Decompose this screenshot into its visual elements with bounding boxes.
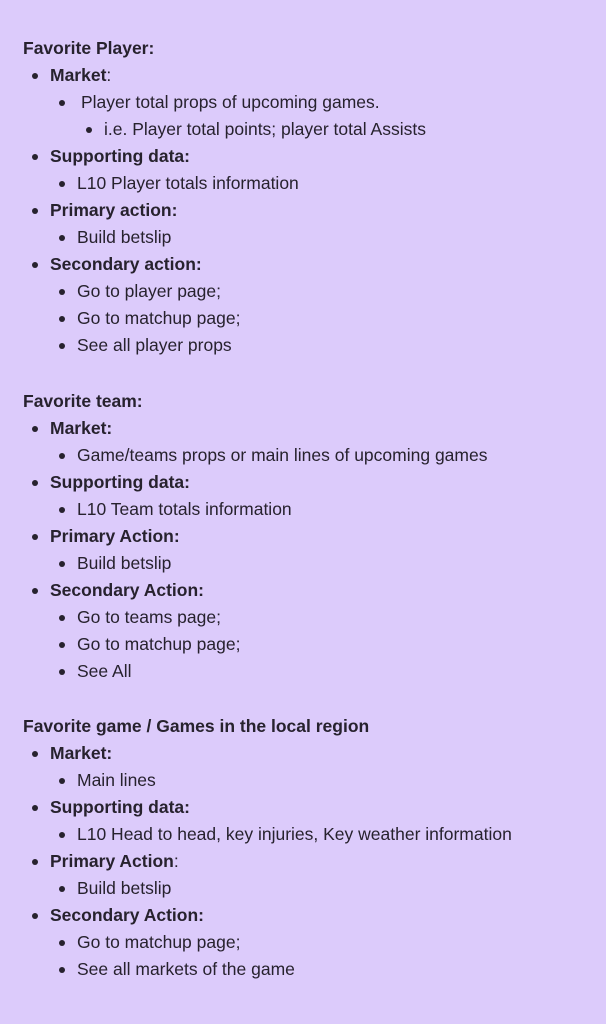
section-favorite-player (23, 35, 593, 359)
item-label: Supporting data: (50, 146, 190, 166)
item-label: Secondary Action: (50, 580, 204, 600)
list-item: Go to player page; (23, 278, 593, 305)
list-item: Main lines (23, 767, 593, 794)
list-item-primary-action (23, 523, 593, 550)
item-label: Supporting data: (50, 797, 190, 817)
section-favorite-team (23, 388, 593, 685)
list-item: L10 Team totals information (23, 496, 593, 523)
list-item-secondary-action (23, 902, 593, 929)
item-label: Secondary Action: (50, 905, 204, 925)
list-item: Go to teams page; (23, 604, 593, 631)
item-label-suffix: : (106, 65, 112, 85)
item-label: Primary Action (50, 851, 174, 871)
item-label-suffix: : (173, 851, 179, 871)
list-item: Go to matchup page; (23, 929, 593, 956)
item-label: Supporting data: (50, 472, 190, 492)
list-item-market (23, 415, 593, 442)
section-title: Favorite game / Games in the local region (23, 716, 370, 736)
item-label: Primary action: (50, 200, 178, 220)
list-item: Build betslip (23, 550, 593, 577)
list-item: Go to matchup page; (23, 305, 593, 332)
list-item-market (23, 740, 593, 767)
list-item-secondary-action (23, 577, 593, 604)
list-item: See All (23, 658, 593, 685)
list-item: See all player props (23, 332, 593, 359)
list-item-primary-action (23, 197, 593, 224)
list-item: Build betslip (23, 875, 593, 902)
item-label: Secondary action: (50, 254, 202, 274)
list-item: Player total props of upcoming games. (23, 89, 593, 116)
item-label: Market: (50, 418, 113, 438)
list-item: Build betslip (23, 224, 593, 251)
section-favorite-game (23, 713, 593, 983)
list-item: Go to matchup page; (23, 631, 593, 658)
list-item-supporting-data (23, 469, 593, 496)
item-label: Market (50, 65, 107, 85)
list-item: i.e. Player total points; player total Assists (23, 116, 593, 143)
list-item-supporting-data (23, 794, 593, 821)
item-label: Primary Action: (50, 526, 180, 546)
list-item-secondary-action (23, 251, 593, 278)
item-label: Market: (50, 743, 113, 763)
list-item: L10 Head to head, key injuries, Key weather information (23, 821, 593, 848)
section-title: Favorite Player: (23, 38, 155, 58)
list-item-supporting-data (23, 143, 593, 170)
list-item: See all markets of the game (23, 956, 593, 983)
list-item: Game/teams props or main lines of upcoming games (23, 442, 593, 469)
list-item-primary-action (23, 848, 593, 875)
section-title: Favorite team: (23, 391, 143, 411)
list-item: L10 Player totals information (23, 170, 593, 197)
list-item-market (23, 62, 593, 89)
